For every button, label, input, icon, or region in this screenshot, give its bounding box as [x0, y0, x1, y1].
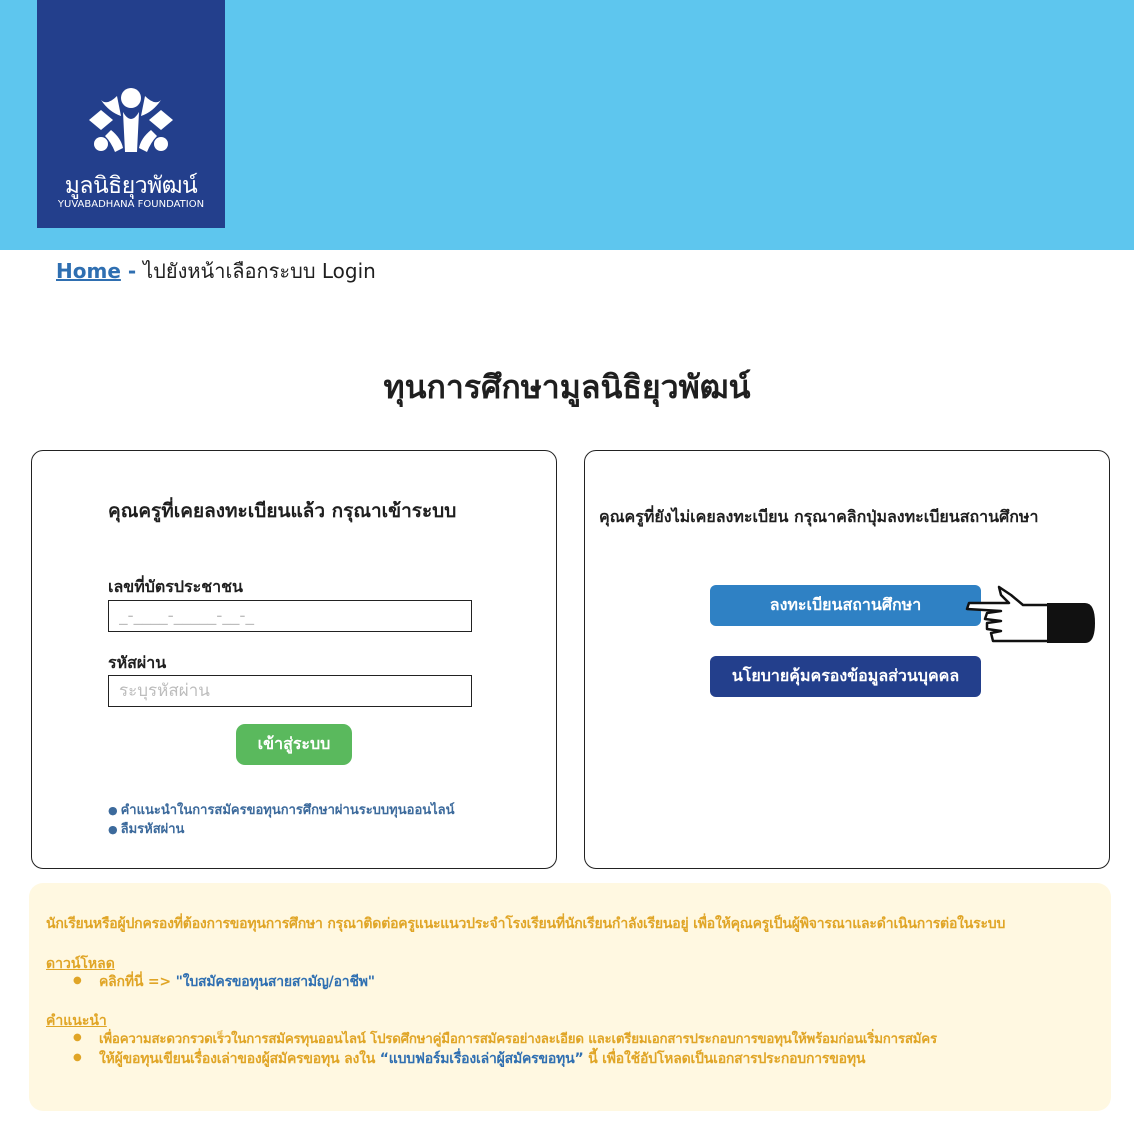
advice-item-1: เพื่อความสะดวกรวดเร็วในการสมัครทุนออนไลน์ โปรดศึกษาคู่มือการสมัครอย่างละเอียด และเตรียมเอกสารประกอบการขอทุนให้พร้อมก่อนเริ่มการสมัคร — [99, 1032, 937, 1047]
notice-box — [29, 883, 1111, 1111]
login-panel-title: คุณครูที่เคยลงทะเบียนแล้ว กรุณาเข้าระบบ — [108, 500, 457, 522]
forgot-password-link[interactable]: ลืมรหัสผ่าน — [120, 822, 185, 837]
foundation-logo-icon — [87, 86, 175, 160]
register-panel-title: คุณครูที่ยังไม่เคยลงทะเบียน กรุณาคลิกปุ่มลงทะเบียนสถานศึกษา — [599, 507, 1039, 526]
password-input[interactable] — [108, 675, 472, 707]
foundation-logo[interactable] — [37, 0, 225, 228]
logo-thai-text: มูลนิธิยุวพัฒน์ — [64, 173, 198, 199]
bullet-dot-icon: ● — [73, 975, 82, 986]
advice-heading: คำแนะนำ — [46, 1013, 107, 1029]
story-form-link[interactable]: “แบบฟอร์มเรื่องเล่าผู้สมัครขอทุน” — [379, 1051, 584, 1067]
password-label: รหัสผ่าน — [108, 653, 167, 672]
list-item[interactable] — [108, 801, 455, 820]
id-card-label: เลขที่บัตรประชาชน — [108, 577, 243, 596]
page-title: ทุนการศึกษามูลนิธิยุวพัฒน์ — [383, 368, 751, 406]
bullet-dot-icon: ● — [73, 1052, 82, 1063]
advice-2-prefix: ให้ผู้ขอทุนเขียนเรื่องเล่าของผู้สมัครขอทุน ลงใน — [99, 1051, 380, 1067]
bullet-dot-icon: ● — [73, 1032, 82, 1043]
bullet-dot-icon: ● — [108, 823, 118, 836]
download-prefix: คลิกที่นี่ => — [99, 974, 176, 990]
logo-english-text: YUVABADHANA FOUNDATION — [57, 199, 205, 210]
advice-item-2 — [99, 1048, 865, 1070]
bullet-dot-icon: ● — [108, 804, 118, 817]
register-school-button[interactable]: ลงทะเบียนสถานศึกษา — [710, 585, 981, 626]
list-item[interactable] — [108, 820, 455, 839]
privacy-policy-button[interactable]: นโยบายคุ้มครองข้อมูลส่วนบุคคล — [710, 656, 981, 697]
register-panel — [584, 450, 1110, 869]
header-banner — [0, 0, 1134, 250]
breadcrumb-separator: - — [120, 259, 144, 283]
download-line — [99, 971, 375, 993]
advice-2-suffix: นี้ เพื่อใช้อัปโหลดเป็นเอกสารประกอบการขอทุน — [583, 1051, 866, 1067]
breadcrumb-home-link[interactable]: Home — [56, 259, 121, 283]
help-links — [108, 801, 455, 839]
pointing-hand-icon — [965, 581, 1097, 653]
id-card-input[interactable] — [108, 600, 472, 632]
application-guide-link[interactable]: คำแนะนำในการสมัครขอทุนการศึกษาผ่านระบบทุนออนไลน์ — [120, 803, 455, 818]
breadcrumb — [56, 255, 376, 287]
notice-intro-text: นักเรียนหรือผู้ปกครองที่ต้องการขอทุนการศึกษา กรุณาติดต่อครูแนะแนวประจำโรงเรียนที่นักเรียนกำลังเรียนอยู่ เพื่อให้คุณครูเป็นผู้พิจารณาและดำเนินการต่อในระบบ — [46, 916, 1006, 932]
login-panel — [31, 450, 557, 869]
download-application-link[interactable]: "ใบสมัครขอทุนสายสามัญ/อาชีพ" — [175, 974, 375, 990]
login-button[interactable]: เข้าสู่ระบบ — [236, 724, 352, 765]
breadcrumb-text: ไปยังหน้าเลือกระบบ Login — [143, 259, 376, 283]
download-heading: ดาวน์โหลด — [46, 956, 115, 972]
